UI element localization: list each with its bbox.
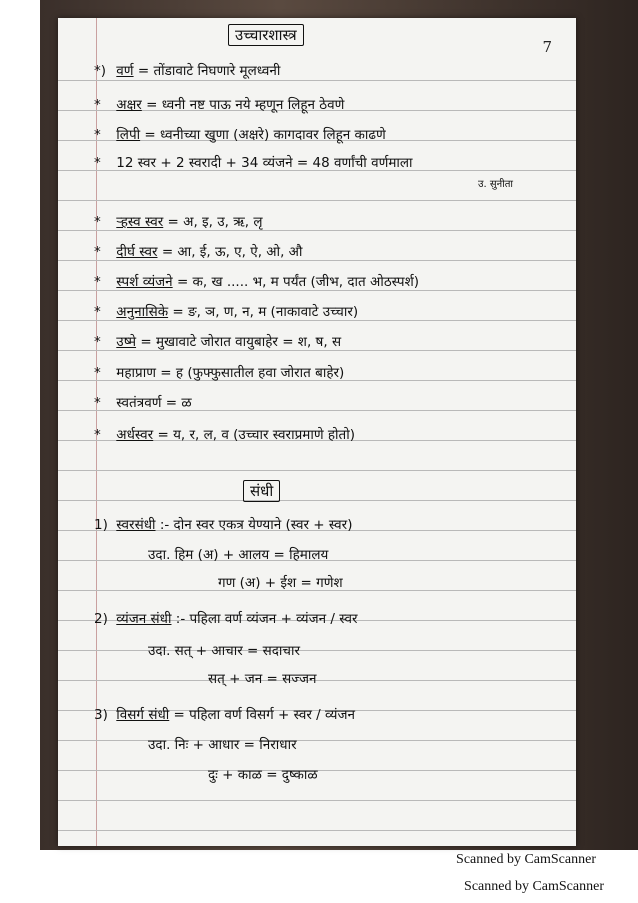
definition-row: *) वर्ण = तोंडावाटे निघणारे मूलध्वनी bbox=[94, 63, 281, 79]
page-title bbox=[228, 24, 304, 46]
example-row: गण (अ) + ईश = गणेश bbox=[218, 575, 343, 591]
definition-text: ध्वनीच्या खुणा (अक्षरे) कागदावर लिहून काढणे bbox=[160, 127, 386, 143]
ruled-line bbox=[58, 500, 576, 501]
class-term: उष्मे bbox=[116, 334, 137, 350]
class-text: = क, ख ..... भ, म पर्यंत (जीभ, दात ओठस्पर्श) bbox=[176, 274, 420, 290]
ruled-line bbox=[58, 800, 576, 801]
ruled-line bbox=[58, 200, 576, 201]
definition-row: * अक्षर = ध्वनी नष्ट पाऊ नये म्हणून लिहून ठेवणे bbox=[94, 97, 345, 113]
class-row: * स्वतंत्रवर्ण = ळ bbox=[94, 395, 192, 411]
section-heading: संधी bbox=[243, 480, 280, 502]
class-term: अनुनासिके bbox=[116, 304, 169, 320]
ruled-line bbox=[58, 830, 576, 831]
class-text: = ळ bbox=[165, 395, 192, 411]
signature-note: उ. सुनीता bbox=[478, 179, 514, 190]
example-row: सत् + जन = सज्जन bbox=[208, 671, 317, 687]
title-box: उच्चारशास्त्र bbox=[228, 24, 304, 46]
page-number: 7 bbox=[542, 38, 552, 56]
class-text: = मुखावाटे जोरात वायुबाहेर = श, ष, स bbox=[140, 334, 342, 350]
class-term: दीर्घ स्वर bbox=[116, 244, 158, 260]
class-row: * उष्मे = मुखावाटे जोरात वायुबाहेर = श, ष, स bbox=[94, 334, 342, 350]
class-row: * महाप्राण = ह (फुफ्फुसातील हवा जोरात बाहेर) bbox=[94, 365, 345, 381]
definition-row: * 12 स्वर + 2 स्वरादी + 34 व्यंजने = 48 वर्णांची वर्णमाला bbox=[94, 155, 413, 171]
notebook-page bbox=[58, 18, 576, 846]
definition-term: वर्ण bbox=[116, 63, 134, 79]
definition-row: * लिपी = ध्वनीच्या खुणा (अक्षरे) कागदावर लिहून काढणे bbox=[94, 127, 386, 143]
sandhi-term: व्यंजन संधी bbox=[116, 611, 172, 627]
ruled-line bbox=[58, 470, 576, 471]
sandhi-term: स्वरसंधी bbox=[116, 517, 156, 533]
definition-text: 12 स्वर + 2 स्वरादी + 34 व्यंजने = 48 वर्णांची वर्णमाला bbox=[116, 155, 413, 171]
class-term: स्वतंत्रवर्ण bbox=[116, 395, 162, 411]
definition-term: अक्षर bbox=[116, 97, 142, 113]
class-term: ऱ्हस्व स्वर bbox=[116, 214, 164, 230]
class-text: = य, र, ल, व (उच्चार स्वराप्रमाणे होतो) bbox=[157, 427, 355, 443]
example-row: उदा. निः + आधार = निराधार bbox=[148, 737, 297, 753]
class-term: अर्धस्वर bbox=[116, 427, 154, 443]
sandhi-row: 2) व्यंजन संधी :- पहिला वर्ण व्यंजन + व्यंजन / स्वर bbox=[94, 611, 358, 627]
class-term: स्पर्श व्यंजने bbox=[116, 274, 173, 290]
sandhi-row: 3) विसर्ग संधी = पहिला वर्ण विसर्ग + स्वर / व्यंजन bbox=[94, 707, 355, 723]
class-text: = ङ, ञ, ण, न, म (नाकावाटे उच्चार) bbox=[172, 304, 359, 320]
definition-text: तोंडावाटे निघणारे मूलध्वनी bbox=[153, 63, 281, 79]
definition-text: ध्वनी नष्ट पाऊ नये म्हणून लिहून ठेवणे bbox=[161, 97, 345, 113]
class-row: * स्पर्श व्यंजने = क, ख ..... भ, म पर्यंत (जीभ, दात ओठस्पर्श) bbox=[94, 274, 420, 290]
sandhi-text: :- दोन स्वर एकत्र येण्याने (स्वर + स्वर) bbox=[159, 517, 353, 533]
sandhi-term: विसर्ग संधी bbox=[116, 707, 170, 723]
class-text: = ह (फुफ्फुसातील हवा जोरात बाहेर) bbox=[160, 365, 345, 381]
ruled-line bbox=[58, 80, 576, 81]
example-row: दुः + काळ = दुष्काळ bbox=[208, 767, 318, 783]
class-row: * ऱ्हस्व स्वर = अ, इ, उ, ऋ, लृ bbox=[94, 214, 263, 230]
sandhi-row: 1) स्वरसंधी :- दोन स्वर एकत्र येण्याने (स्वर + स्वर) bbox=[94, 517, 353, 533]
scanner-watermark: Scanned by CamScanner bbox=[456, 852, 596, 867]
class-row: * दीर्घ स्वर = आ, ई, ऊ, ए, ऐ, ओ, औ bbox=[94, 244, 303, 260]
class-row: * अर्धस्वर = य, र, ल, व (उच्चार स्वराप्रमाणे होतो) bbox=[94, 427, 355, 443]
class-term: महाप्राण bbox=[116, 365, 156, 381]
example-row: उदा. हिम (अ) + आलय = हिमालय bbox=[148, 547, 329, 563]
definition-term: लिपी bbox=[116, 127, 141, 143]
class-row: * अनुनासिके = ङ, ञ, ण, न, म (नाकावाटे उच्चार) bbox=[94, 304, 359, 320]
example-row: उदा. सत् + आचार = सदाचार bbox=[148, 643, 301, 659]
scanner-watermark: Scanned by CamScanner bbox=[464, 879, 604, 894]
sandhi-text: = पहिला वर्ण विसर्ग + स्वर / व्यंजन bbox=[173, 707, 355, 723]
class-text: = अ, इ, उ, ऋ, लृ bbox=[167, 214, 263, 230]
class-text: = आ, ई, ऊ, ए, ऐ, ओ, औ bbox=[161, 244, 303, 260]
sandhi-text: :- पहिला वर्ण व्यंजन + व्यंजन / स्वर bbox=[175, 611, 358, 627]
